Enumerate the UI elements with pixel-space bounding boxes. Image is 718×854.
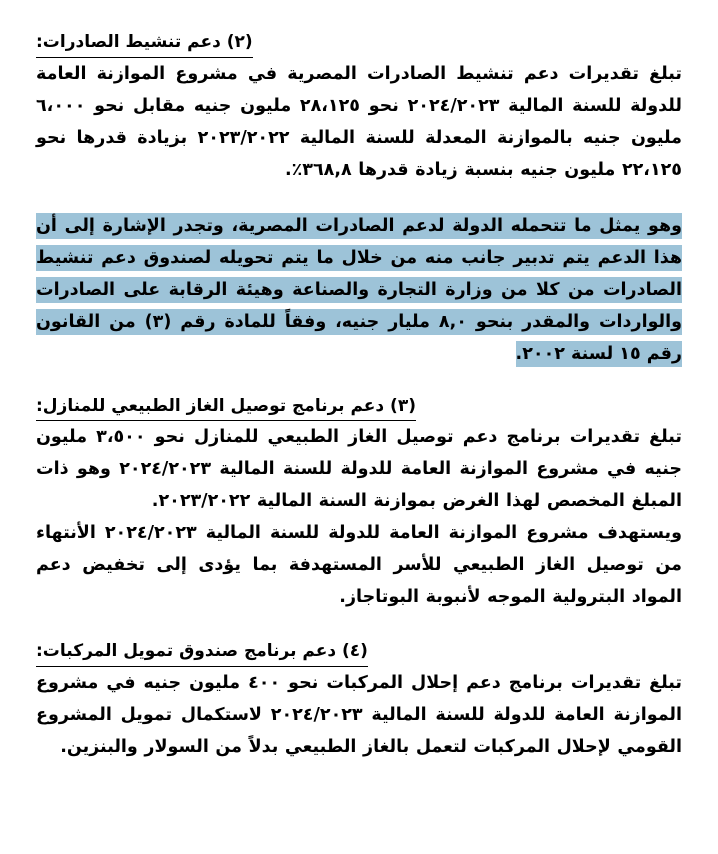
section-2-highlighted-paragraph	[36, 210, 682, 370]
section-4-heading	[36, 639, 682, 667]
section-2-highlighted-text: وهو يمثل ما تتحمله الدولة لدعم الصادرات المصرية، وتجدر الإشارة إلى أن هذا الدعم يتم تدبير جانب منه من خلال ما يتم تحويله لصندوق دعم تنشيط الصادرات من كلا من وزارة التجارة والصناعة وهيئة الرقابة على الصادرات والواردات والمقدر بنحو ٨,٠ مليار جنيه، وفقاً للمادة رقم (٣) من القانون رقم ١٥ لسنة ٢٠٠٢.	[36, 213, 682, 367]
section-3-paragraph-2: ويستهدف مشروع الموازنة العامة للدولة للسنة المالية ٢٠٢٤/٢٠٢٣ الأنتهاء من توصيل الغاز الطبيعي للأسر المستهدفة بما يؤدى إلى تخفيض دعم المواد البترولية الموجه لأنبوبة البوتاجاز.	[36, 523, 682, 607]
section-3-heading	[36, 394, 682, 422]
section-2-heading-text: (٢) دعم تنشيط الصادرات:	[36, 30, 253, 58]
section-2-heading	[36, 30, 682, 58]
section-4-heading-text: (٤) دعم برنامج صندوق تمويل المركبات:	[36, 639, 368, 667]
section-3-heading-text: (٣) دعم برنامج توصيل الغاز الطبيعي للمنازل:	[36, 394, 416, 422]
section-2-paragraph-1: تبلغ تقديرات دعم تنشيط الصادرات المصرية في مشروع الموازنة العامة للدولة للسنة المالية ٢٠٢٤/٢٠٢٣ نحو ٢٨،١٢٥ مليون جنيه مقابل نحو ٦،٠٠٠ مليون جنيه بالموازنة المعدلة للسنة المالية ٢٠٢٣/٢٠٢٢ بزيادة قدرها نحو ٢٢،١٢٥ مليون جنيه بنسبة زيادة قدرها ٣٦٨,٨٪.	[36, 63, 683, 180]
section-3-paragraph-1: تبلغ تقديرات برنامج دعم توصيل الغاز الطبيعي للمنازل نحو ٣،٥٠٠ مليون جنيه في مشروع الموازنة العامة للدولة للسنة المالية ٢٠٢٤/٢٠٢٣ وهو ذات المبلغ المخصص لهذا الغرض بموازنة السنة المالية ٢٠٢٣/٢٠٢٢.	[36, 427, 683, 511]
section-4-paragraph-1: تبلغ تقديرات برنامج دعم إحلال المركبات نحو ٤٠٠ مليون جنيه في مشروع الموازنة العامة للدولة للسنة المالية ٢٠٢٤/٢٠٢٣ لاستكمال تمويل المشروع القومي لإحلال المركبات لتعمل بالغاز الطبيعي بدلاً من السولار والبنزين.	[36, 672, 682, 757]
